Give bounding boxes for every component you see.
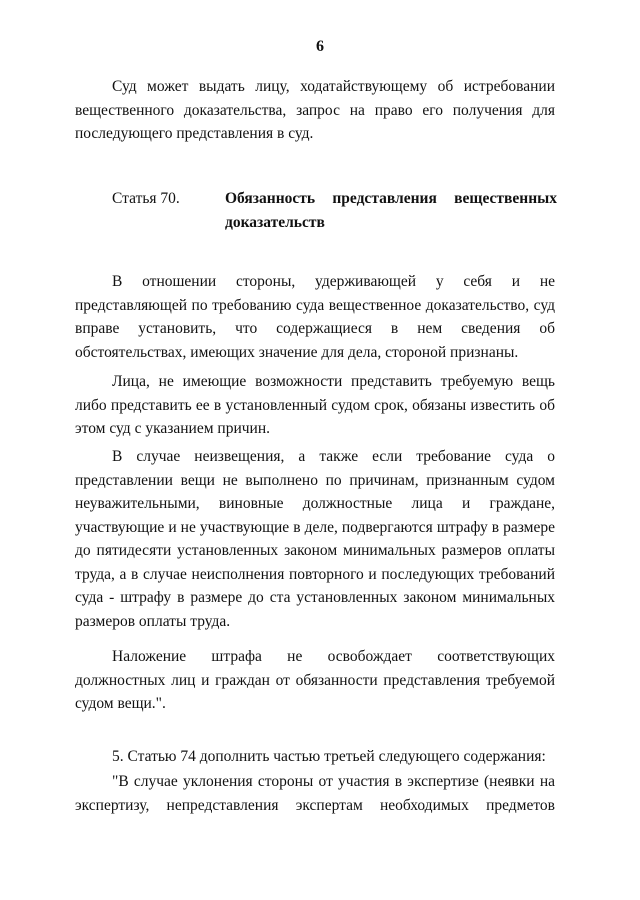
paragraph-3: В случае неизвещения, а также если требование суда о представлении вещи не выполнено по причинам, признанным судом неуважительными, виновные должностные лица и граждане, участвующие и не участвующие в деле, подвергаются штрафу в размере до пятидесяти установленных законом минимальных размеров оплаты труда, а в случае неисполнения повторного и последующих требований суда - штрафу в размере до ста установленных законом минимальных размеров оплаты труда. [75, 448, 555, 630]
article-number: Статья 70. [112, 190, 180, 207]
page-number: 6 [316, 38, 324, 55]
quote-paragraph: "В случае уклонения стороны от участия в экспертизе (неявки на экспертизу, непредставления экспертам необходимых предметов [75, 773, 555, 814]
intro-paragraph: Суд может выдать лицу, ходатайствующему об истребовании вещественного доказательства, запрос на право его получения для последующего представления в суд. [75, 78, 555, 142]
item-5: 5. Статью 74 дополнить частью третьей следующего содержания: [112, 748, 546, 765]
paragraph-4: Наложение штрафа не освобождает соответствующих должностных лиц и граждан от обязанности представления требуемой судом вещи.". [75, 648, 555, 712]
article-title-line-1: Обязанность представления вещественных [225, 190, 557, 207]
article-title [225, 187, 557, 234]
article-title-line-2: доказательств [225, 213, 325, 231]
paragraph-1: В отношении стороны, удерживающей у себя и не представляющей по требованию суда вещественное доказательство, суд вправе установить, что содержащиеся в нем сведения об обстоятельствах, имеющих значение для дела, стороной признаны. [75, 273, 555, 361]
paragraph-2: Лица, не имеющие возможности представить требуемую вещь либо представить ее в установленный судом срок, обязаны известить об этом суд с указанием причин. [75, 373, 555, 437]
